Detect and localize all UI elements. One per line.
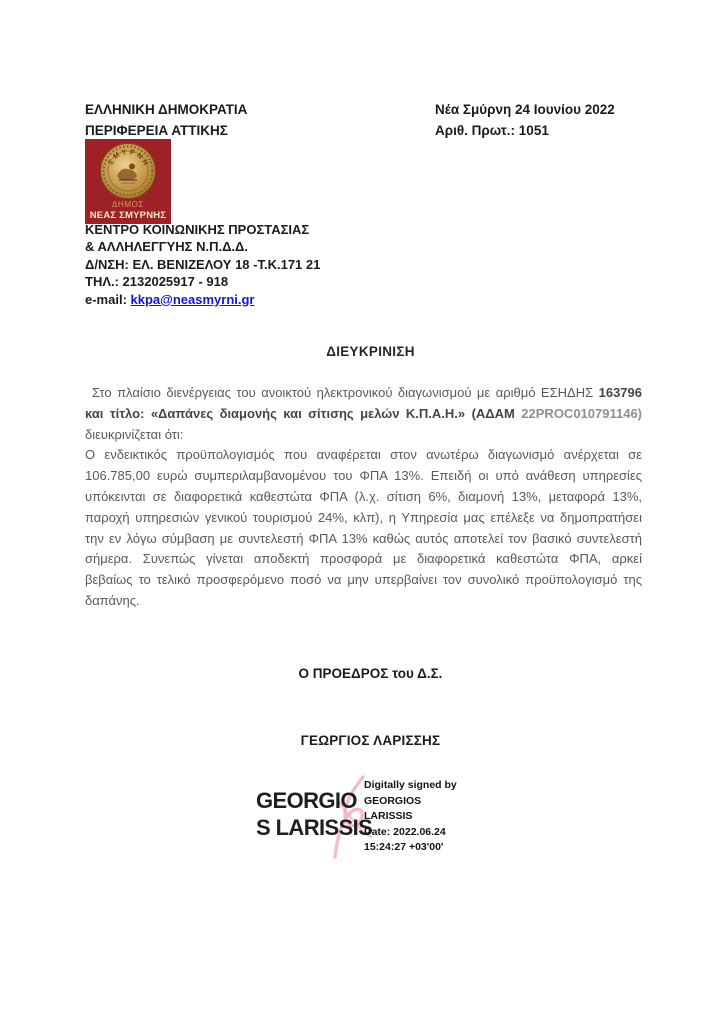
body-line [85, 549, 642, 570]
coin-letter: Μ [112, 151, 122, 161]
signature-detail-line: 15:24:27 +03'00' [364, 841, 444, 854]
logo-municipality-label: ΔΗΜΟΣ [112, 200, 144, 209]
body-segment: παροχή υπηρεσιών γενικού τουρισμού 24%, κλπ), η Υπηρεσία μας επέλεξε να δημοπρατήσει [85, 509, 642, 525]
org-address-line: Δ/ΝΣΗ: ΕΛ. ΒΕΝΙΖΕΛΟΥ 18 -Τ.Κ.171 21 [85, 256, 321, 272]
logo-municipality-name: ΝΕΑΣ ΣΜΥΡΝΗΣ [89, 209, 167, 221]
signature-display-name [256, 787, 372, 841]
body-line [85, 425, 642, 446]
signature-name-line2: S LARISSIS [256, 815, 373, 840]
org-name-line1: ΚΕΝΤΡΟ ΚΟΙΝΩΝΙΚΗΣ ΠΡΟΣΤΑΣΙΑΣ [85, 222, 310, 237]
region-line: ΠΕΡΙΦΕΡΕΙΑ ΑΤΤΙΚΗΣ [85, 123, 228, 138]
body-line [85, 487, 642, 508]
org-name-line2: & ΑΛΛΗΛΕΓΓΥΗΣ Ν.Π.Δ.Δ. [85, 239, 248, 255]
body-line [85, 591, 642, 612]
org-email-line [85, 291, 320, 308]
signature-detail-line: Date: 2022.06.24 [364, 825, 446, 838]
email-label: e-mail: [85, 291, 127, 307]
body-line [85, 466, 642, 487]
body-segment: σήμερα. Συνεπώς γίνεται αποδεκτή προσφορά με διαφορετικά καθεστώτα ΦΠΑ, αρκεί [85, 551, 642, 567]
signature-name-line1: GEORGIO [256, 788, 357, 813]
body-line [85, 404, 642, 425]
protocol-number-line: Αριθ. Πρωτ.: 1051 [435, 123, 549, 138]
body-line [85, 445, 642, 466]
signature-details [364, 778, 474, 856]
coin-emblem-icon [99, 142, 157, 200]
municipality-logo [85, 139, 171, 224]
digital-signature-stamp [256, 770, 486, 870]
email-link[interactable]: kkpa@neasmyrni.gr [130, 291, 255, 307]
coin-letter: Η [140, 158, 149, 167]
body-segment: 22PROC010791146) [521, 405, 642, 421]
date-line: Νέα Σμύρνη 24 Ιουνίου 2022 [435, 102, 615, 117]
body-segment: 163796 [598, 385, 642, 400]
body-line [85, 508, 642, 529]
republic-line: ΕΛΛΗΝΙΚΗ ΔΗΜΟΚΡΑΤΙΑ [85, 102, 248, 117]
signature-detail-line: Digitally signed by [364, 779, 457, 791]
signature-detail-line: GEORGIOS [364, 794, 422, 807]
header-left [85, 99, 247, 141]
body-segment: υπόκεινται σε διαφορετικά καθεστώτα ΦΠΑ (λ.χ. σίτιση 6%, διαμονή 13%, μεταφορά 13%, [85, 488, 642, 504]
body-segment: την εν λόγω σύμβαση με συντελεστή ΦΠΑ 13% καθώς αυτός αποτελεί τον βασικό συντελεστή [85, 530, 642, 546]
header-right [435, 99, 615, 141]
body-segment: και τίτλο: «Δαπάνες διαμονής και σίτισης μελών Κ.Π.Α.Η.» (ΑΔΑΜ [85, 405, 522, 421]
body-segment: δαπάνης. [85, 592, 140, 608]
coin-letter: Σ [107, 158, 116, 166]
coin-letter: Ν [135, 152, 144, 161]
coin-letter: Υ [121, 148, 128, 157]
body-segment: διευκρινίζεται ότι: [85, 426, 184, 442]
body-segment: 106.785,00 ευρώ συμπεριλαμβανομένου του ΦΠΑ 13%. Επειδή οι υπό ανάθεση υπηρεσίες [85, 468, 642, 484]
body-segment: Ο ενδεικτικός προϋπολογισμός που αναφέρεται στον ανωτέρω διαγωνισμό ανέρχεται σε [85, 447, 642, 463]
body-line [85, 383, 642, 404]
organization-block [85, 221, 320, 308]
body-segment: Στο πλαίσιο διενέργειας του ανοικτού ηλεκτρονικού διαγωνισμού με αριθμό ΕΣΗΔΗΣ [92, 385, 599, 400]
signer-name: ΓΕΩΡΓΙΟΣ ΛΑΡΙΣΣΗΣ [300, 733, 441, 748]
body-line [85, 570, 642, 591]
body-segment: βεβαίως το τελικό προσφερόμενο ποσό να μην υπερβαίνει τον συνολικό προϋπολογισμό της [85, 572, 642, 588]
body-text [85, 383, 642, 612]
signature-detail-line: LARISSIS [364, 810, 413, 823]
body-line [85, 529, 642, 550]
document-title: ΔΙΕΥΚΡΙΝΙΣΗ [326, 344, 415, 359]
coin-letter: Ρ [129, 149, 136, 157]
signer-role: Ο ΠΡΟΕΔΡΟΣ του Δ.Σ. [298, 666, 443, 681]
org-phone-line: ΤΗΛ.: 2132025917 - 918 [85, 274, 229, 290]
